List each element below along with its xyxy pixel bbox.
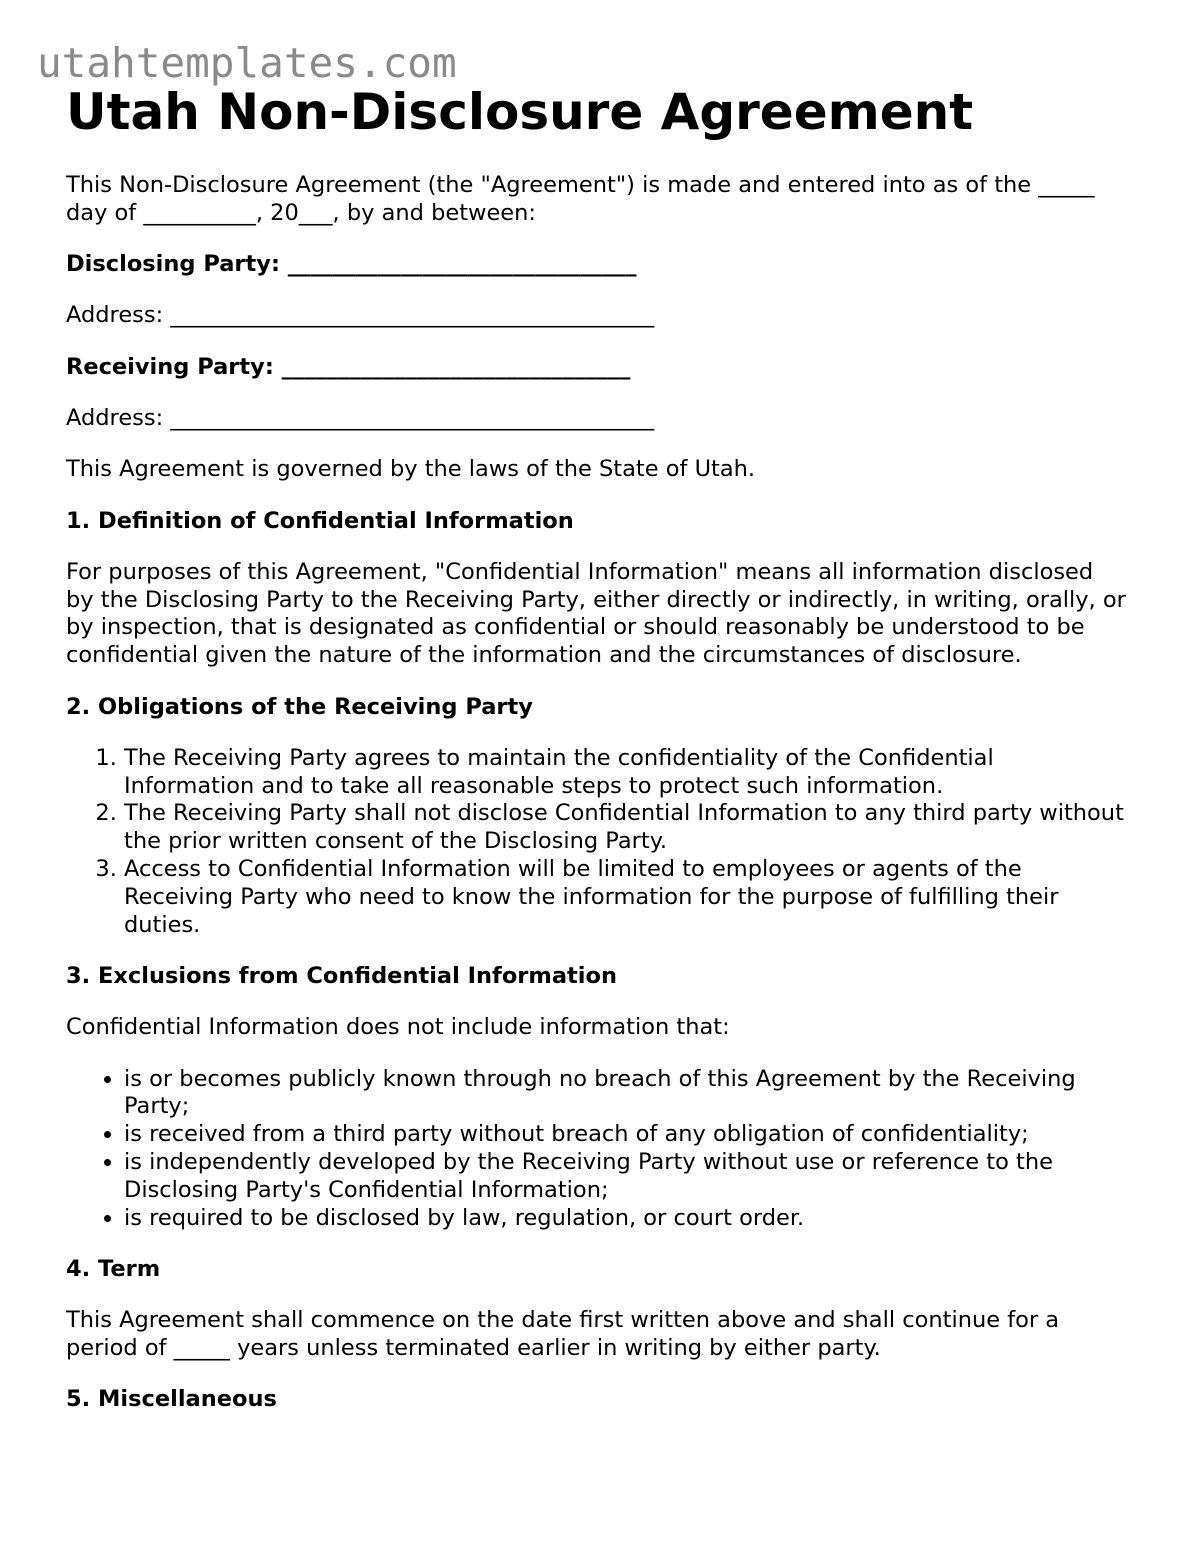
receiving-party-line xyxy=(66,354,1126,382)
disclosing-address-line: Address: ___________________________________________ xyxy=(66,302,655,329)
list-item: • is or becomes publicly known through no breach of this Agreement by the Receiving Party; xyxy=(124,1066,1126,1122)
list-item: • is required to be disclosed by law, regulation, or court order. xyxy=(124,1205,1126,1233)
obligations-list xyxy=(66,745,1126,940)
list-item: 1. The Receiving Party agrees to maintain the confidentiality of the Confidential Information and to take all reasonable steps to protect such information. xyxy=(124,745,1126,801)
section-4-text: This Agreement shall commence on the date first written above and shall continue for a period of _____ years unless terminated earlier in writing by either party. xyxy=(66,1307,1060,1361)
list-item: • is independently developed by the Receiving Party without use or reference to the Disclosing Party's Confidential Information; xyxy=(124,1149,1126,1205)
watermark: utahtemplates.com xyxy=(37,39,457,87)
document-body xyxy=(66,172,1126,1438)
section-5-heading: 5. Miscellaneous xyxy=(66,1386,277,1413)
governing-law-paragraph: This Agreement is governed by the laws of the State of Utah. xyxy=(66,456,756,483)
receiving-party-blank: _______________________________ xyxy=(273,353,631,380)
receiving-address-line: Address: ___________________________________________ xyxy=(66,404,655,431)
section-1-text: For purposes of this Agreement, "Confidential Information" means all information disclosed by the Disclosing Party to the Receiving Party, either directly or indirectly, in writing, orally, or by inspection, that is designated as confidential or should reasonably be understood to be confidential given the nature of the information and the circumstances of disclosure. xyxy=(66,558,1126,669)
document-title: Utah Non-Disclosure Agreement xyxy=(66,83,974,141)
section-2-heading: 2. Obligations of the Receiving Party xyxy=(66,693,533,720)
intro-paragraph: This Non-Disclosure Agreement (the "Agreement") is made and entered into as of the _____ day of __________, 20___, by and between: xyxy=(66,172,1095,226)
disclosing-party-blank: _______________________________ xyxy=(279,251,637,278)
section-3-text: Confidential Information does not include information that: xyxy=(66,1014,730,1041)
list-item: 3. Access to Confidential Information will be limited to employees or agents of the Receiving Party who need to know the information for the purpose of fulfilling their duties. xyxy=(124,856,1126,939)
section-3-heading: 3. Exclusions from Confidential Information xyxy=(66,962,617,989)
list-item: • is received from a third party without breach of any obligation of confidentiality; xyxy=(124,1121,1126,1149)
section-4-heading: 4. Term xyxy=(66,1255,161,1282)
receiving-party-label: Receiving Party: xyxy=(66,353,274,380)
section-1-heading: 1. Definition of Confidential Information xyxy=(66,507,574,534)
disclosing-party-label: Disclosing Party: xyxy=(66,251,280,278)
exclusions-list xyxy=(66,1066,1126,1233)
disclosing-party-line xyxy=(66,251,1126,279)
list-item: 2. The Receiving Party shall not disclose Confidential Information to any third party without the prior written consent of the Disclosing Party. xyxy=(124,800,1126,856)
